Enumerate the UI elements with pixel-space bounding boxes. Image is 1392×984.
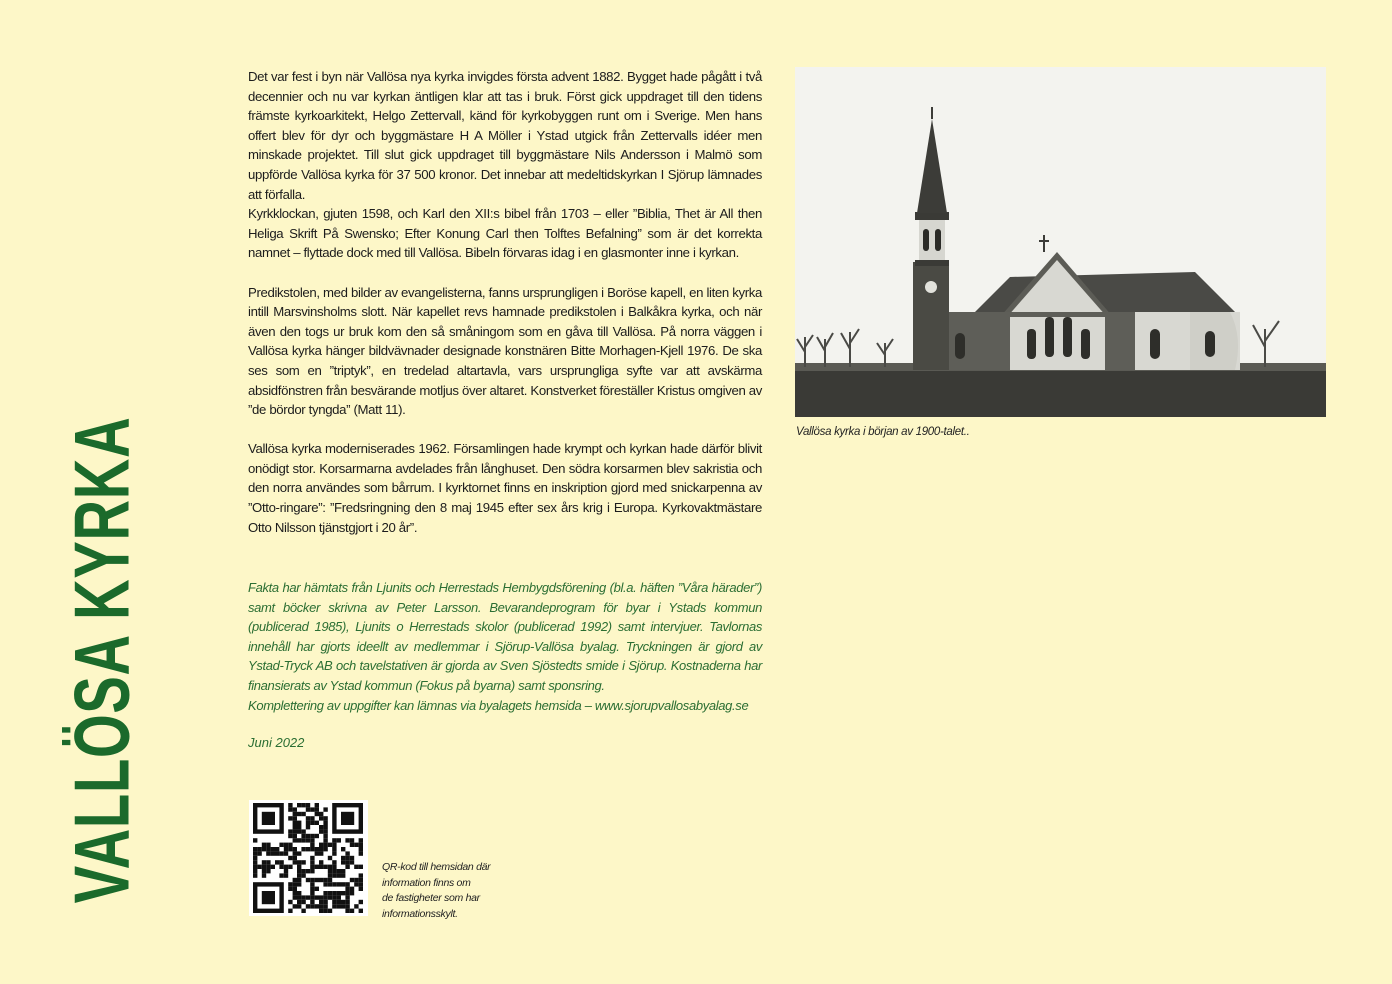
photo-caption: Vallösa kyrka i början av 1900-talet..	[796, 426, 970, 438]
church-illustration	[795, 67, 1326, 417]
qr-caption-line: de fastigheter som har	[382, 892, 480, 904]
qr-code[interactable]	[249, 800, 368, 916]
credits-block	[248, 578, 762, 715]
date-text: Juni 2022	[248, 735, 305, 750]
paragraph-modernisation: Vallösa kyrka moderniserades 1962. Församlingen hade krympt och kyrkan hade därför blivit onödigt stor. Korsarmarna avdelades från långhuset. Den södra korsarmen blev sakristia och den norra användes som bårrum. I kyrktornet finns en inskription gjord med snickarpenna av ”Otto-ringare”: ”Fredsringning den 8 maj 1945 efter sex års krig i Europa. Kyrkovaktmästare Otto Nilsson tjänstgjort i 20 år”.	[248, 441, 762, 535]
paragraph-pulpit: Predikstolen, med bilder av evangelisterna, fanns ursprungligen i Boröse kapell, en liten kyrka intill Marsvinsholms slott. När kapellet revs hamnade predikstolen i Balkåkra kyrka, och när även den togs ur bruk kom den så småningom som en gåva till Vallösa. På norra väggen i Vallösa kyrka hänger bildvävnader designade konstnären Bitte Morhagen-Kjell 1976. De ska ses som en ”triptyk”, en tredelad altartavla, vars ursprungliga syfte var att avskärma absidfönstren från besvärande motljus över altaret. Konstverket föreställer Kristus omgiven av ”de bördor tyngda” (Matt 11).	[248, 284, 762, 418]
contact-text: Komplettering av uppgifter kan lämnas via byalagets hemsida – www.sjorupvallosabyalag.se	[248, 697, 749, 713]
qr-caption-line: informationsskylt.	[382, 907, 458, 920]
paragraph-history: Det var fest i byn när Vallösa nya kyrka invigdes första advent 1882. Bygget hade pågått i två decennier och nu var kyrkan äntligen klar att tas i bruk. Först gick uppdraget till den tidens främste kyrkoarkitekt, Helgo Zettervall, känd för kyrkobyggen runt om i Sverige. Men hans offert blev för dyr och byggmästare H A Möller i Ystad utgick från Zettervalls idéer men minskade projektet. Till slut gick uppdraget till byggmästare Nils Andersson i Malmö som uppförde Vallösa kyrka för 37 500 kronor. Det innebar att medeltidskyrkan I Sjörup lämnades att förfalla.	[248, 69, 762, 202]
vertical-page-title	[57, 400, 146, 920]
paragraph-bell-bible: Kyrkklockan, gjuten 1598, och Karl den XII:s bibel från 1703 – eller ”Biblia, Thet är All then Heliga Skrift På Swensko; Efter Konung Carl then Tolftes Befalning” som är det korrekta namnet – flyttade dock med till Vallösa. Bibeln förvaras idag i en glasmonter inne i kyrkan.	[248, 206, 762, 261]
page-title: VALLÖSA KYRKA	[57, 416, 146, 904]
credits-text: Fakta har hämtats från Ljunits och Herrestads Hembygdsförening (bl.a. häften ”Våra härader”) samt böcker skrivna av Peter Larsson. Bevarandeprogram för byar i Ystads kommun (publicerad 1985), Ljunits o Herrestads skolor (publicerad 1992) samt intervjuer. Tavlornas innehåll har gjorts ideellt av medlemmar i Sjörup-Vallösa byalag. Tryckningen är gjord av Ystad-Tryck AB och tavelstativen är gjorda av Sven Sjöstedts smide i Sjörup. Kostnaderna har finansierats av Ystad kommun (Fokus på byarna) samt sponsring.	[248, 580, 762, 693]
qr-caption-line: information finns om	[382, 876, 471, 889]
church-photo	[795, 67, 1326, 417]
qr-caption	[382, 860, 512, 922]
article-body	[248, 67, 762, 537]
qr-code-graphic	[249, 800, 368, 916]
qr-caption-line: QR-kod till hemsidan där	[382, 861, 491, 873]
